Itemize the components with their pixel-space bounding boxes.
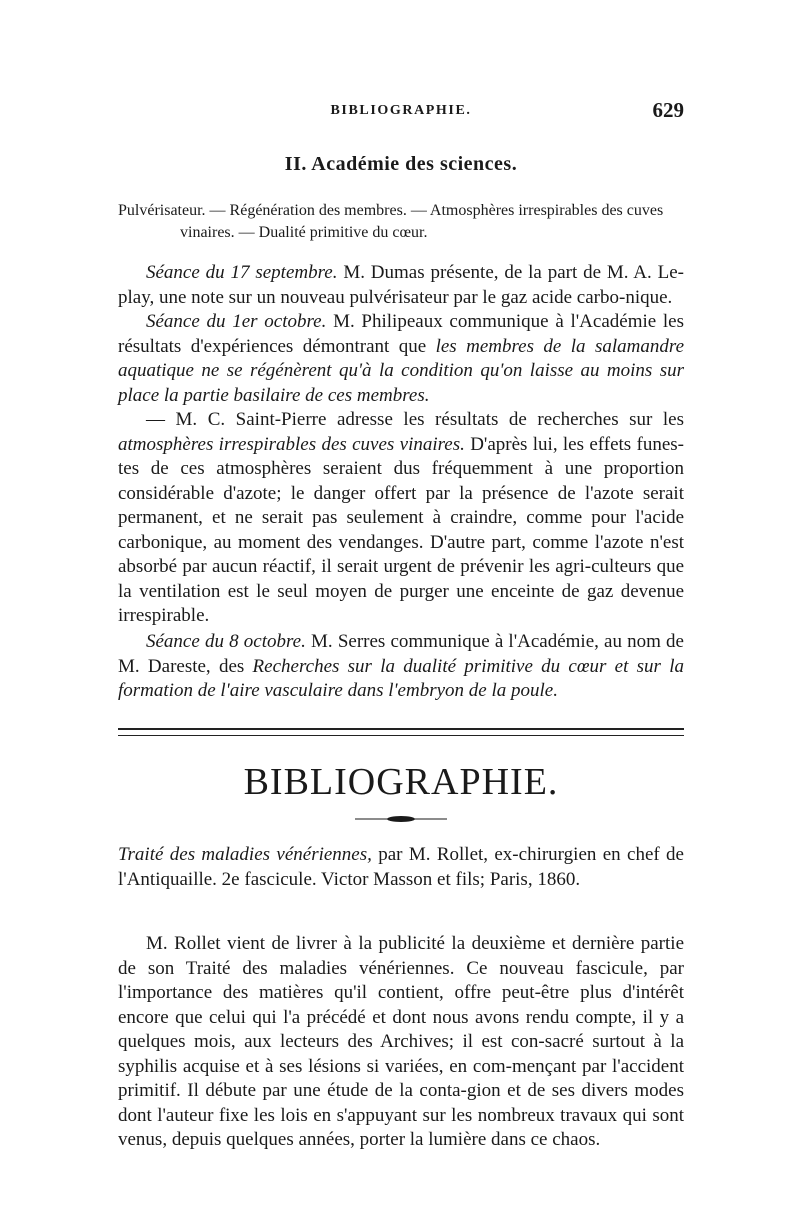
summary-text: Pulvérisateur. — Régénération des membres. — Atmosphères irrespirables des cuves vinaires. — Dualité primitive du cœur.: [118, 202, 664, 241]
running-head: [118, 98, 684, 122]
paragraph-text: M. Philipeaux communique à l'Académie les résultats d'expériences démontrant que: [118, 311, 684, 357]
paragraph-text: — M. C. Saint-Pierre adresse les résultats de recherches sur les: [146, 409, 684, 430]
session-date: Séance du 8 octobre.: [146, 631, 306, 652]
book-title: Traité des maladies vénériennes,: [118, 844, 372, 865]
paragraph-text: M. Dumas présente, de la part de M. A. Le-play, une note sur un nouveau pulvérisateur par le gaz acide carbo-nique.: [118, 262, 684, 308]
double-rule-divider: [118, 728, 684, 736]
paragraph-italic: les membres de la salamandre aquatique ne se régénèrent qu'à la condition qu'on laisse au moins sur place la partie basilaire de ces membres.: [118, 335, 684, 406]
ornament-divider: [355, 815, 447, 823]
paragraph-italic: Recherches sur la dualité primitive du cœur et sur la formation de l'aire vasculaire dans l'embryon de la poule.: [118, 655, 684, 701]
review-paragraph: M. Rollet vient de livrer à la publicité la deuxième et dernière partie de son Traité des maladies vénériennes. Ce nouveau fascicule, par l'importance des matières qu'il contient, offre peut-être plus d'intérêt encore que celui qui l'a précédé et dont nous avons rendu compte, il y a quelques mois, aux lecteurs des Archives; il est con-sacré surtout à la syphilis acquise et à ses lésions si variées, en com-mençant par l'accident primitif. Il débute par une étude de la conta-gion et de ses divers modes dont l'auteur fixe les lois en s'appuyant sur les nombreux travaux qui sont venus, depuis quelques années, porter la lumière dans ce chaos.: [118, 933, 684, 1150]
bibliography-review: [118, 932, 684, 1153]
citation-text: par M. Rollet, ex-chirurgien en chef de l'Antiquaille. 2e fascicule. Victor Masson et fils; Paris, 1860.: [118, 844, 684, 890]
academy-reports: [118, 261, 684, 629]
paragraph-oct-1: [118, 310, 684, 408]
paragraph-sept-17: [118, 261, 684, 310]
session-date: Séance du 1er octobre.: [146, 311, 327, 332]
paragraph-text: M. Serres communique à l'Académie, au nom de M. Dareste, des: [118, 631, 684, 677]
bibliography-title: BIBLIOGRAPHIE.: [243, 761, 559, 803]
paragraph-oct-8: [118, 630, 684, 704]
paragraph-saint-pierre: [118, 408, 684, 629]
section-heading: II. Académie des sciences.: [284, 153, 518, 175]
academy-reports-2: [118, 630, 684, 704]
bibliography-entry: [118, 843, 684, 892]
session-date: Séance du 17 septembre.: [146, 262, 338, 283]
section-summary: [118, 200, 684, 244]
page-number: 629: [652, 98, 684, 122]
paragraph-text: D'après lui, les effets funes-tes de ces atmosphères seraient dus fréquemment à une proportion considérable d'azote; le danger offert par la présence de l'azote serait permanent, et ne serait pas seulement à craindre, comme pour l'acide carbonique, au moment des vendanges. D'autre part, comme l'azote n'est absorbé par aucun réactif, il serait urgent de prévenir les agri-culteurs que la ventilation est le seul moyen de purger une enceinte de gaz devenue irrespirable.: [118, 433, 684, 626]
entry-citation: [118, 843, 684, 892]
running-title: BIBLIOGRAPHIE.: [330, 103, 472, 118]
paragraph-italic: atmosphères irrespirables des cuves vinaires.: [118, 433, 465, 455]
